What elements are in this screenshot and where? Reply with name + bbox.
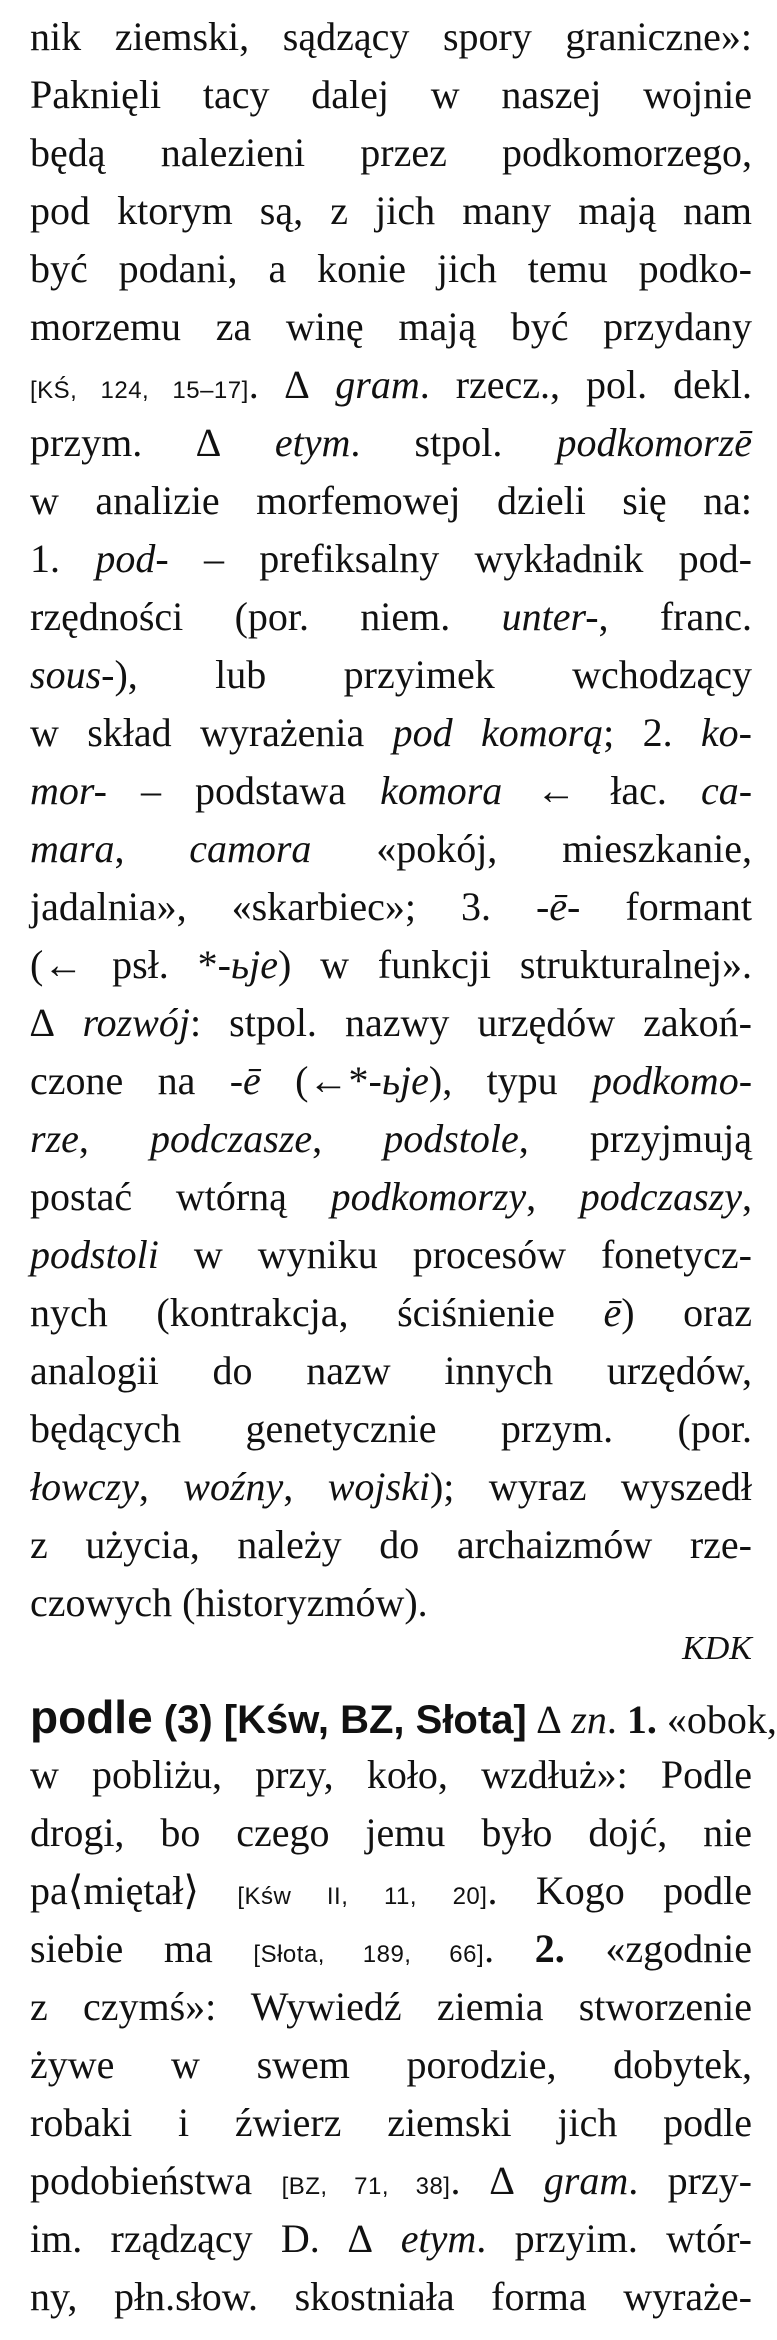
text-line: przym. ∆ etym. stpol. podkomorzē [30, 420, 752, 465]
text-line: w analizie morfemowej dzieli się na: [30, 478, 752, 523]
entry-sources: (3) [Kśw, BZ, Słota] [152, 1698, 527, 1742]
text-line: podstoli w wyniku procesów fonetycz- [30, 1232, 752, 1277]
text-line: nych (kontrakcja, ściśnienie ē) oraz [30, 1290, 752, 1335]
source-citation: [BZ, 71, 38] [281, 2173, 451, 2200]
text-line: będących genetycznie przym. (por. [30, 1406, 752, 1451]
text-line: pod ktorym są, z jich many mają nam [30, 188, 752, 233]
text-line: z czymś»: Wywiedź ziemia stworzenie [30, 1984, 752, 2029]
text-line: morzemu za winę mają być przydany [30, 304, 752, 349]
text-line: w skład wyrażenia pod komorą; 2. ko- [30, 710, 752, 755]
text-line: łowczy, woźny, wojski); wyraz wyszedł [30, 1464, 753, 1509]
text-line: ny, płn.słow. skostniała forma wyraże- [30, 2274, 752, 2319]
text-line: (← psł. *-ьje) w funkcji strukturalnej». [30, 942, 752, 987]
text-line: w pobliżu, przy, koło, wzdłuż»: Podle [30, 1752, 752, 1797]
text-line: z użycia, należy do archaizmów rze- [30, 1522, 752, 1567]
source-citation: [KŚ, 124, 15–17] [30, 377, 249, 404]
text-line: podobieństwa [BZ, 71, 38]. ∆ gram. przy- [30, 2158, 752, 2203]
text-line: im. rządzący D. ∆ etym. przyim. wtór- [30, 2216, 752, 2261]
text-line: pa⟨miętał⟩ [Kśw II, 11, 20]. Kogo podle [30, 1868, 752, 1913]
text-line: rzędności (por. niem. unter-, franc. [30, 594, 752, 639]
text-line: robaki i źwierz ziemski jich podle [30, 2100, 752, 2145]
text-line: być podani, a konie jich temu podko- [30, 246, 752, 291]
headword: podle [30, 1691, 153, 1743]
text-line: Paknięli tacy dalej w naszej wojnie [30, 72, 752, 117]
text-line: postać wtórną podkomorzy, podczaszy, [30, 1174, 753, 1219]
text-line: czowych (historyzmów). [30, 1580, 428, 1625]
text-line: drogi, bo czego jemu było dojć, nie [30, 1810, 752, 1855]
text-line: mara, camora «pokój, mieszkanie, [30, 826, 752, 871]
text-line: siebie ma [Słota, 189, 66]. 2. «zgodnie [30, 1926, 752, 1971]
text-line: żywe w swem porodzie, dobytek, [30, 2042, 752, 2087]
text-line: rze, podczasze, podstole, przyjmują [30, 1116, 753, 1161]
entry-header-line: podle (3) [Kśw, BZ, Słota] ∆ zn. 1. «obok, [30, 1691, 777, 1743]
text-line: ∆ rozwój: stpol. nazwy urzędów zakoń- [30, 1000, 753, 1045]
source-citation: [Słota, 189, 66] [253, 1941, 485, 1968]
text-line: czone na -ē (←*-ьje), typu podkomo- [30, 1058, 753, 1103]
text-line: 1. pod- – prefiksalny wykładnik pod- [30, 536, 752, 581]
author-signature: KDK [682, 1630, 752, 1667]
text-line: jadalnia», «skarbiec»; 3. -ē- formant [30, 884, 752, 929]
text-line: nik ziemski, sądzący spory graniczne»: [30, 14, 752, 59]
source-citation: [Kśw II, 11, 20] [237, 1883, 488, 1910]
text-line: sous-), lub przyimek wchodzący [30, 652, 752, 697]
text-line: mor- – podstawa komora ← łac. ca- [30, 768, 753, 813]
text-line: będą nalezieni przez podkomorzego, [30, 130, 752, 175]
text-line: analogii do nazw innych urzędów, [30, 1348, 752, 1393]
text-line: [KŚ, 124, 15–17]. ∆ gram. rzecz., pol. dekl. [30, 362, 752, 407]
